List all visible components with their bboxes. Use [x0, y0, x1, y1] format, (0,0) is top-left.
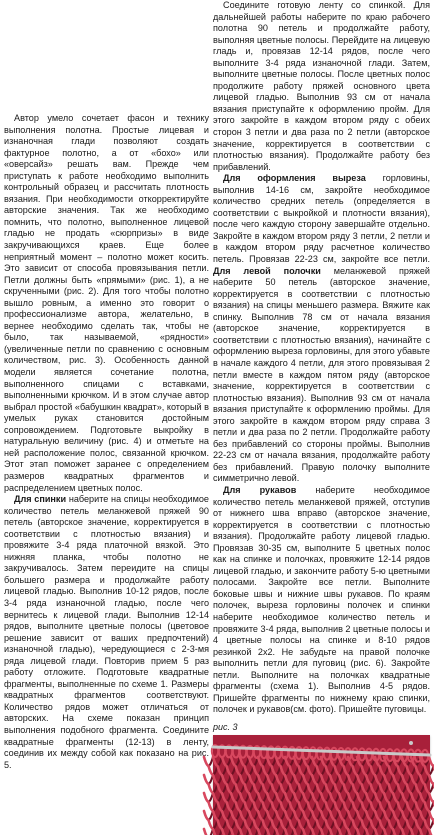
left-front-heading: Для левой полочки [213, 266, 321, 276]
stitch-left-leg [209, 820, 214, 829]
stitch-left-leg [429, 829, 434, 835]
back-section-text: наберите на спицы необходимое количество петель меланжевой пряжей 90 петель (авторское значение, корректируется в соответствии с плотностью вязания) и провяжите 3-4 ряда платочной вязкой. Это нижняя планка, чтобы полотно не закручивалось. Затем переидите на спицы большего размера и продолжайте работу лицевой гладью. Выполнив 10-12 рядов, после 3-4 ряда изнаночной гладью, после чего вернитесь к лицевой глади. Выполнив 12-14 рядов, выполните цветные полосы (цветовое решение зависит от ваших предпочтений) изнаночной гладью), чередующиеся с 2-3-мя ряда лицевой глади. Повторив прием 5 раз работу отложите. Подготовьте квадратные фрагменты, выполненные по схеме 1. Размеры квадратных фрагментов соответствуют. Количество рядов может отличаться от авторских. На схеме показан принцип выполнения подобного фрагмента. Соедините квадратные фрагменты (12-13) в ленту, соединив их между собой как показано на рис. 5. [4, 494, 209, 770]
figure-caption: рис. 3 [213, 722, 430, 734]
needle-tip-icon [409, 741, 413, 745]
knit-stitch-illustration [213, 735, 430, 835]
stitch-left-leg [209, 766, 214, 775]
stitch-left-leg [209, 802, 214, 811]
top-whitespace [4, 0, 209, 113]
neckline-text: горловины, выполнив 14-16 см, закройте необходимое количество средних петель (определяется в соответствии с выкройкой и плотности вязания), после чего каждую сторону завершайте отдельно. Закройте в каждом втором ряду 3 петли, 2 петли и в каждом втором ряду расчетное количество петель. Провязав 22-23 см, закройте все петли. [213, 173, 430, 264]
sleeves-heading: Для рукавов [223, 485, 296, 495]
neckline-paragraph [213, 173, 430, 485]
knitting-photo [213, 735, 430, 835]
right-column [213, 0, 430, 699]
left-front-text: меланжевой пряжей наберите 50 петель (авторское значение, корректируется в соответствии с плотностью вязания) на спицы меньшего размера. Вяжите как спинку. Выполнив 78 см от начала вязания (авторское значение, корректируется в соответствии с плотностью вязания), начинайте с оформлению выреза горловины, для этого убавьте в начале каждого 4 петли, для этого провязывая 2 петли вместе в каждом пятом ряду (авторское значение, корректируется в соответствии с плотностью вязания). Выполнив 93 см от начала вязания приступайте к оформлению проймы. Для этого закройте в каждом втором ряду справа 3 петли и два раза по 2 петли. Продолжайте работу без прибавлений со стороны проймы. Выполнив 22-23 см от начала вязания, продолжайте работу без прибавлений. Правую полочку выполните симметрично левой. [213, 266, 430, 484]
left-column [4, 0, 209, 699]
band-joining-paragraph: Соедините готовую ленту со спинкой. Для дальнейшей работы наберите по краю рабочего полотна 90 петель и продолжайте работу, выполняя цветные полосы. Перейдите на лицевую гладь и, провязав 12-14 рядов, после чего выполните 3-4 ряда изнаночной глади. Затем, выполните цветные полосы. После цветных полос продолжите работу пряжей основного цвета лицевой гладью. Выполнив 93 см от начала вязания приступайте к оформлению пройм. Для этого закройте в каждом втором ряду с обеих сторон 3 петли и два раза по 2 петли (авторское значение, корректируется в соответствии с плотностью вязания). Продолжайте работу без прибавлений. [213, 0, 430, 173]
intro-paragraph: Автор умело сочетает фасон и технику выполнения полотна. Простые лицевая и изнаночная глади позволяют создать фактурное полотно, а от «бохо» или «оверсайз» решать вам. Прежде чем приступать к работе необходимо выполнить контрольный образец и рассчитать плотность вязания. При необходимости откорректируйте авторские значения. Так же необходимо помнить, что полотно, выполненное лицевой гладью не продать «сюрпризы» в виде закручивающихся краев. Еще более неприятный момент – полотно может косить. Это зависит от способа провязывания петли. Петли должны быть «прямыми» (рис. 1), а не скрученными (рис. 2). Для того чтобы полотно вышло ровным, а именно это говорит о профессионализме автора, желательно, в вернее необходимо сделать так, чтобы не было, так называемой, «рядности» (увеличенные петли по сравнению с основным количеством, рис. 3). Особенность данной модели является сочетание полотна, выполненного спицами с вставками, выполненными крючком. И в этом случае автор выбрал простой «бабушкин квадрат», который в умелых руках становится достойным сопровождением. Подготовьте выкройку в натуральную величину (рис. 4) и отметьте на ней расположение полос, связанной крючком. Этот этап поможет заранее с определением размеров квадратных фрагментов и распределением цветных полос. [4, 113, 209, 494]
stitch-left-leg [204, 775, 209, 784]
sleeves-text: наберите необходимое количество петель меланжевой пряжей, отступив от нижнего шва вправо (авторское значение, корректируется в соответствии с плотностью вязания). Продолжайте работу лицевой гладью. Провязав 30-35 см, выполните 5 цветных полос как на спинке и полочках, провяжите 12-14 рядов лицевой гладью, и закончите работу 5-ю цветными полосами. Закройте все петли. Выполните боковые швы и нижние швы рукавов. По краям полочек, выреза горловины полочек и спинки наберите необходимое количество петель и провяжите 3-4 ряда, выполнив 2 цветные полосы и 4 цветные полосы на спинке и 8-10 рядов резинкой 2x2. Не забудьте на правой полочке выполнить петли для пуговиц (рис. 6). Закройте петли. Выполните на полочках квадратные фрагменты (схема 1). Выполнив 4-5 рядов. Пришейте фрагменты по нижнему краю спинки, полочек и рукавов(см. фото). Пришейте пуговицы. [213, 485, 430, 714]
sleeves-paragraph [213, 485, 430, 716]
stitch-left-leg [204, 811, 209, 820]
back-section-heading: Для спинки [14, 494, 66, 504]
neckline-heading: Для оформления выреза [223, 173, 366, 183]
back-section-paragraph [4, 494, 209, 771]
stitch-left-leg [209, 784, 214, 793]
stitch-left-leg [204, 829, 209, 835]
stitch-left-leg [204, 793, 209, 802]
